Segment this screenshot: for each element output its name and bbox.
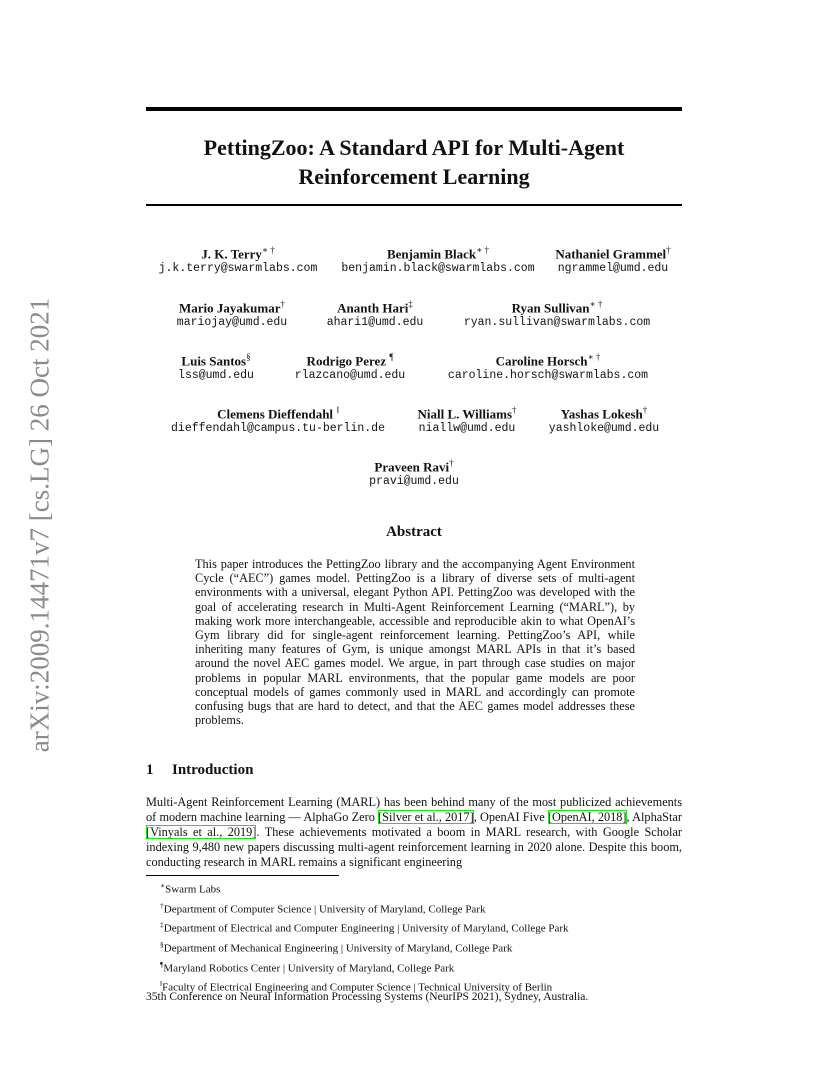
author-name: Nathaniel Grammel — [555, 246, 667, 262]
author-name: Mario Jayakumar — [179, 300, 281, 316]
intro-text: . These achievements motivated a boom in MARL research, with Google Scholar indexing 9,480 new papers discussing multi-agent reinforcement learning in 2020 alone. Despite this boom, conducting research in MARL remains a significant engineering — [146, 825, 683, 869]
author-email[interactable]: lss@umd.edu — [178, 369, 254, 383]
author — [177, 297, 287, 330]
footnote — [160, 937, 569, 957]
title-bottom-rule — [146, 204, 682, 206]
footnote — [160, 898, 569, 918]
author-mark: † — [512, 405, 517, 415]
author-email[interactable]: niallw@umd.edu — [418, 422, 516, 436]
intro-text: Multi-Agent Reinforcement Learning (MARL) has been behind many of the most publicized achievements of modern machine learning — AlphaGo Zero — [146, 795, 682, 824]
author-name: Luis Santos — [181, 353, 247, 369]
arxiv-stamp-text: arXiv:2009.14471v7 [cs.LG] 26 Oct 2021 — [24, 297, 55, 753]
author-email[interactable]: caroline.horsch@swarmlabs.com — [447, 369, 649, 383]
author — [171, 403, 385, 436]
title-line-1: PettingZoo: A Standard API for Multi-Agent — [203, 135, 625, 160]
footnote-mark: § — [160, 939, 164, 949]
author-email[interactable]: ngrammel@umd.edu — [557, 262, 669, 276]
author — [178, 350, 254, 383]
author-email[interactable]: ahari1@umd.edu — [326, 316, 424, 330]
author — [369, 456, 459, 489]
author-mark: † — [666, 245, 671, 255]
author-mark: † — [642, 405, 648, 415]
author-name: Caroline Horsch — [495, 353, 588, 369]
title-top-rule — [146, 107, 682, 111]
author-email[interactable]: yashloke@umd.edu — [548, 422, 660, 436]
author-name: Clemens Dieffendahl — [217, 406, 334, 422]
footnote-mark: ∗ — [160, 881, 166, 890]
author-mark: † — [449, 458, 454, 468]
author — [464, 297, 650, 330]
author-mark: ‖ — [336, 405, 339, 415]
citation-link[interactable]: [Silver et al., 2017] — [378, 810, 474, 824]
footnote-text: Department of Mechanical Engineering | University of Maryland, College Park — [163, 942, 513, 955]
footnotes — [160, 878, 569, 996]
author-email[interactable]: mariojay@umd.edu — [176, 316, 288, 330]
footnote-mark: † — [160, 900, 164, 910]
footnote — [160, 917, 569, 937]
footnote-text: Faculty of Electrical Engineering and Computer Science | Technical University of Berlin — [162, 981, 553, 994]
intro-text: , OpenAI Five — [473, 810, 548, 824]
footnote-text: Maryland Robotics Center | University of Maryland, College Park — [163, 962, 455, 975]
author-email[interactable]: ryan.sullivan@swarmlabs.com — [463, 316, 651, 330]
author-name: J. K. Terry — [201, 246, 262, 262]
section-title: Introduction — [172, 762, 254, 778]
section-number: 1 — [146, 762, 154, 778]
author — [448, 350, 648, 383]
author-mark: ∗ † — [476, 245, 490, 255]
author-name: Benjamin Black — [386, 246, 477, 262]
author-email[interactable]: pravi@umd.edu — [369, 475, 459, 489]
citation-link[interactable]: [OpenAI, 2018] — [547, 810, 627, 824]
author — [417, 403, 516, 436]
intro-paragraph — [146, 795, 682, 870]
footnote-mark: ¶ — [160, 959, 164, 969]
abstract-text: This paper introduces the PettingZoo library and the accompanying Agent Environment Cycle (“AEC”) games model. PettingZoo is a library of diverse sets of multi-agent environments with a universal, elegant Python API. PettingZoo was developed with the goal of accelerating research in Multi-Agent Reinforcement Learning (“MARL”), by making work more interchangeable, accessible and reproducible akin to what OpenAI’s Gym library did for single-agent reinforcement learning. PettingZoo’s API, while inheriting many features of Gym, is unique amongst MARL APIs in that it’s based around the novel AEC games model. We argue, in part through case studies on major problems in popular MARL environments, that the popular game models are poor conceptual models of games commonly used in MARL and accordingly can promote confusing bugs that are hard to detect, and that the AEC games model addresses these problems. — [195, 557, 635, 728]
author-mark: § — [246, 352, 251, 362]
footnote-mark: ‡ — [160, 920, 164, 930]
title-line-2: Reinforcement Learning — [298, 164, 530, 189]
author-email[interactable]: benjamin.black@swarmlabs.com — [341, 262, 535, 276]
paper-title — [0, 133, 828, 191]
author-mark: ∗ † — [587, 352, 601, 362]
author-mark: ∗ † — [589, 299, 603, 309]
section-heading — [146, 762, 253, 779]
author — [341, 243, 534, 276]
author — [159, 243, 318, 276]
author-name: Ananth Hari — [337, 300, 409, 316]
footnote-mark: ‖ — [160, 979, 163, 989]
conference-note: 35th Conference on Neural Information Processing Systems (NeurIPS 2021), Sydney, Australia. — [146, 991, 589, 1003]
author-mark: ∗ † — [261, 245, 275, 255]
footnote — [160, 878, 569, 898]
citation-link[interactable]: [Vinyals et al., 2019] — [146, 825, 257, 839]
author-mark: ‡ — [408, 299, 413, 309]
intro-text: , AlphaStar — [626, 810, 682, 824]
footnote-text: Department of Electrical and Computer Engineering | University of Maryland, College Park — [163, 922, 569, 935]
author-name: Rodrigo Perez — [306, 353, 387, 369]
author-email[interactable]: rlazcano@umd.edu — [294, 369, 406, 383]
author — [555, 243, 670, 276]
author-name: Ryan Sullivan — [511, 300, 590, 316]
footnote-text: Swarm Labs — [165, 883, 221, 896]
author — [295, 350, 405, 383]
footnote-rule — [146, 875, 339, 876]
author — [549, 403, 659, 436]
author-mark: ¶ — [389, 352, 394, 362]
author-email[interactable]: dieffendahl@campus.tu-berlin.de — [171, 422, 385, 436]
abstract-heading: Abstract — [386, 524, 442, 540]
author-name: Yashas Lokesh — [560, 406, 643, 422]
author-name: Niall L. Williams — [417, 406, 513, 422]
author-mark: † — [280, 299, 285, 309]
footnote — [160, 957, 569, 977]
author — [327, 297, 424, 330]
author-email[interactable]: j.k.terry@swarmlabs.com — [158, 262, 318, 276]
footnote-text: Department of Computer Science | University of Maryland, College Park — [163, 903, 486, 916]
author-name: Praveen Ravi — [374, 459, 450, 475]
